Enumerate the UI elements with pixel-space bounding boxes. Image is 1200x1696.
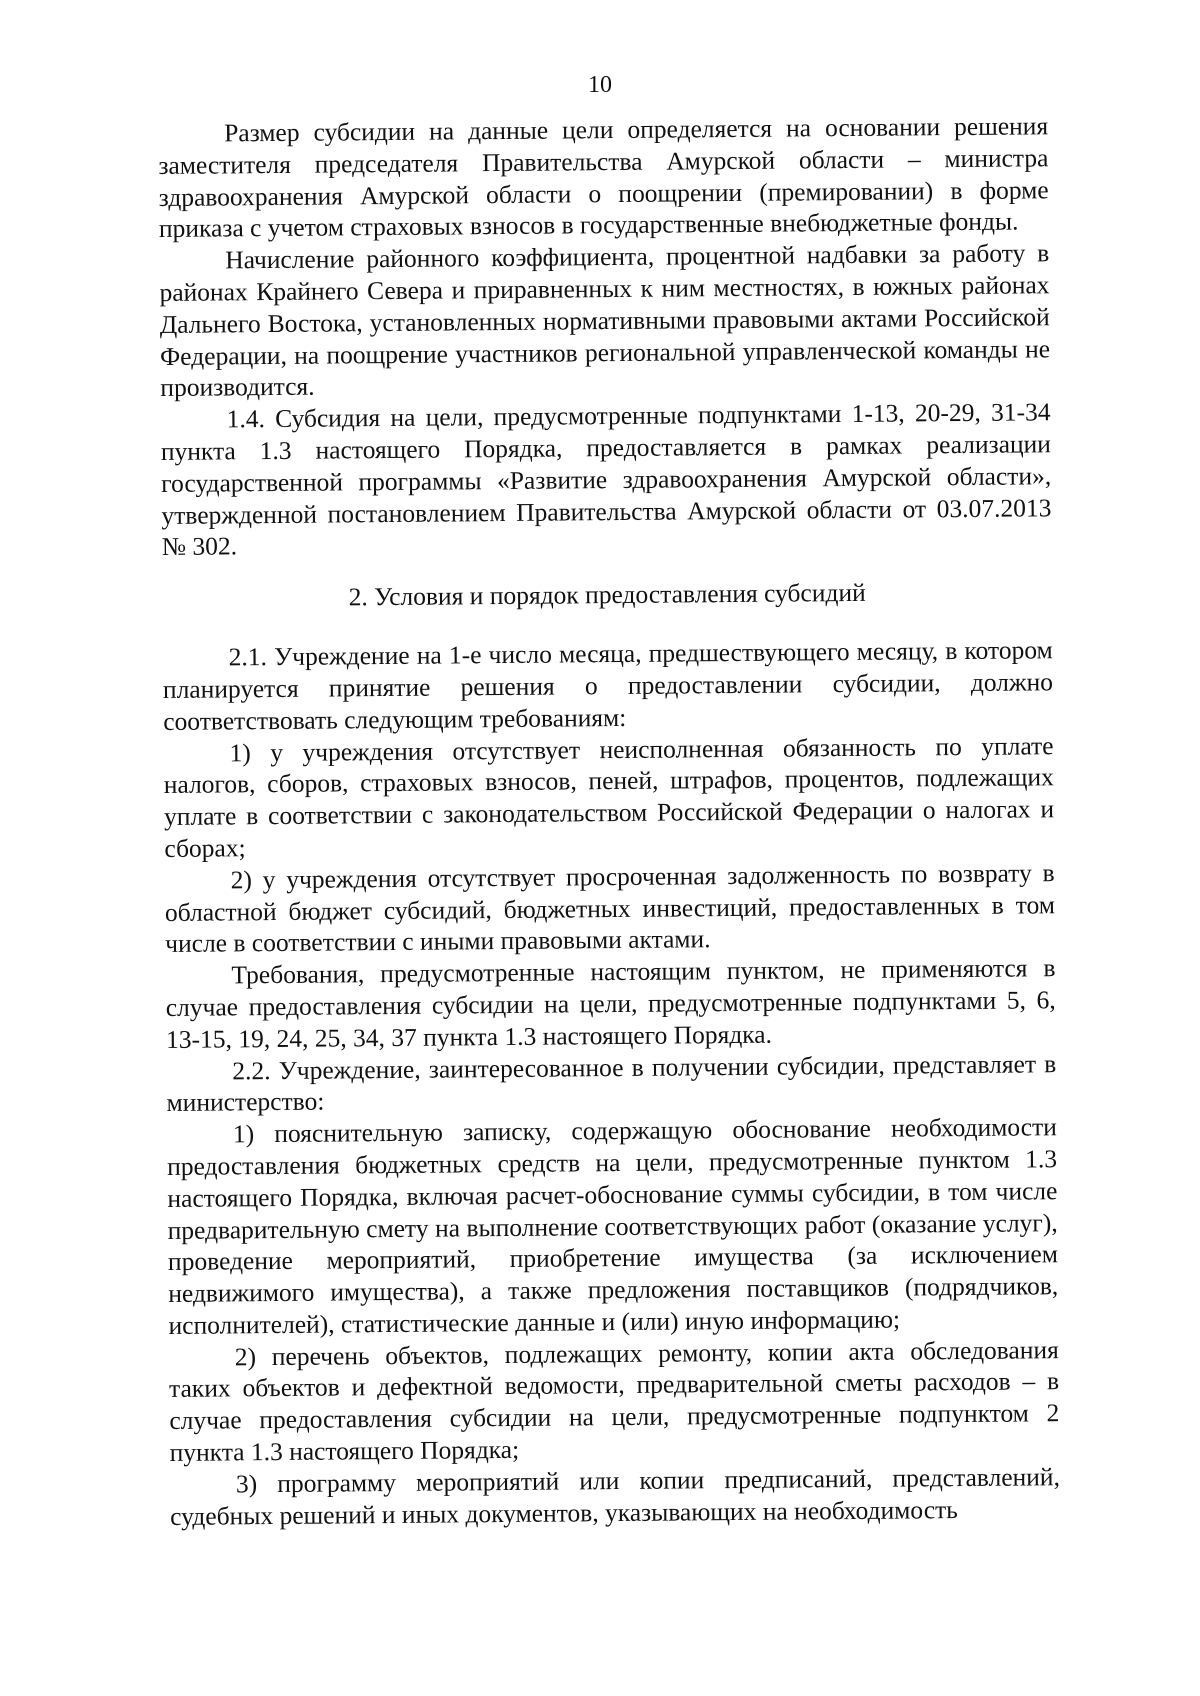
paragraph-2-2: 2.2. Учреждение, заинтересованное в получении субсидии, представляет в министерство: xyxy=(166,1048,1057,1118)
paragraph-2-1-item-1: 1) у учреждения отсутствует неисполненная обязанность по уплате налогов, сборов, страховых взносов, пеней, штрафов, процентов, подлежащих уплате в соответствии с законодательством Российской Федерации о налогах и сборах; xyxy=(163,730,1055,863)
paragraph-2-2-item-3: 3) программу мероприятий или копии предписаний, представлений, судебных решений и иных документов, указывающих на необходимость xyxy=(170,1462,1061,1531)
paragraph-2-1-item-2: 2) у учреждения отсутствует просроченная задолженность по возврату в областной бюджет субсидий, бюджетных инвестиций, предоставленных в том числе в соответствии с иными правовыми актами. xyxy=(164,857,1056,959)
page-number: 10 xyxy=(588,72,612,98)
paragraph-2-2-item-1: 1) пояснительную записку, содержащую обоснование необходимости предоставления бюджетных средств на цели, предусмотренные пунктом 1.3 настоящего Порядка, включая расчет-обоснование суммы субсидии, в том числе предварительную смету на выполнение соответствующих работ (оказание услуг), проведение мероприятий, приобретение имущества (за исключением недвижимого имущества), а также предложения поставщиков (подрядчиков, исполнителей), статистические данные и (или) иную информацию; xyxy=(167,1112,1059,1340)
paragraph-2-1: 2.1. Учреждение на 1-е число месяца, предшествующего месяцу, в котором планируется принятие решения о предоставлении субсидии, должно соответствовать следующим требованиям: xyxy=(162,635,1054,736)
section-heading: 2. Условия и порядок предоставления субсидий xyxy=(348,577,866,612)
document-body xyxy=(158,110,1060,1532)
paragraph-2-2-item-2: 2) перечень объектов, подлежащих ремонту, копии акта обследования таких объектов и дефектной ведомости, предварительной сметы расходов – в случае предоставления субсидии на цели, предусмотренные подпунктом 2 пункта 1.3 настоящего Порядка; xyxy=(168,1334,1060,1468)
paragraph-subsidy-size: Размер субсидии на данные цели определяется на основании решения заместителя председателя Правительства Амурской области – министра здравоохранения Амурской области о поощрении (премировании) в форме приказа с учетом страховых взносов в государственные внебюджетные фонды. xyxy=(158,111,1049,244)
paragraph-1-4: 1.4. Субсидия на цели, предусмотренные подпунктами 1-13, 20-29, 31-34 пункта 1.3 настоящего Порядка, предоставляется в рамках реализации государственной программы «Развитие здравоохранения Амурской области», утвержденной постановлением Правительства Амурской области от 03.07.2013 № 302. xyxy=(160,397,1052,562)
paragraph-regional-coefficient: Начисление районного коэффициента, процентной надбавки за работу в районах Крайнего Севера и приравненных к ним местностях, в южных районах Дальнего Востока, установленных нормативными правовыми актами Российской Федерации, на поощрение участников региональной управленческой команды не производится. xyxy=(159,238,1051,403)
paragraph-requirements-exception: Требования, предусмотренные настоящим пунктом, не применяются в случае предоставления субсидии на цели, предусмотренные подпунктами 5, 6, 13-15, 19, 24, 25, 34, 37 пункта 1.3 настоящего Порядка. xyxy=(165,953,1056,1054)
